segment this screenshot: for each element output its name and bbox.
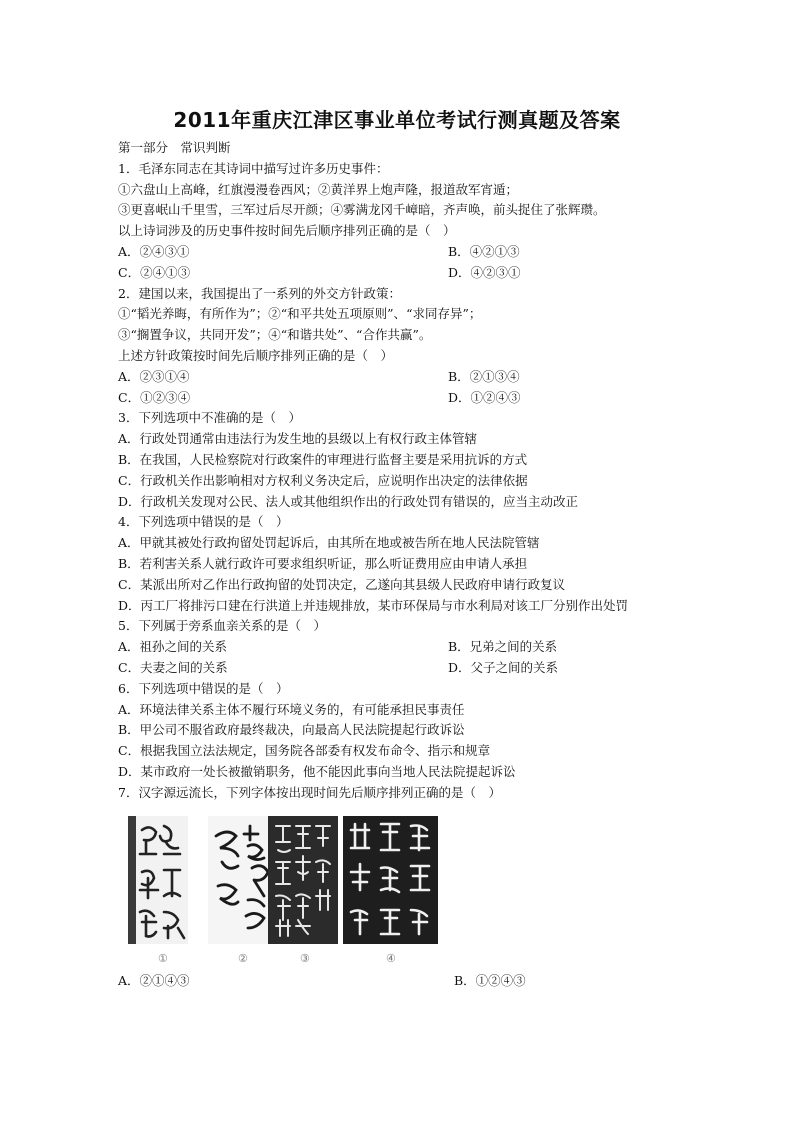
question-2-text: ①“韬光养晦，有所作为”；②“和平共处五项原则”、“求同存异”；	[118, 306, 482, 322]
option-a: A．②①④③	[118, 972, 190, 988]
calligraphy-figure	[118, 806, 688, 971]
regular-script-image	[343, 816, 438, 944]
option-b: B．④②①③	[448, 243, 520, 259]
question-2-text: ③“搁置争议，共同开发”；④“和谐共处”、“合作共赢”。	[118, 327, 432, 343]
figure-label-3: ③	[300, 951, 310, 965]
option-c: C．某派出所对乙作出行政拘留的处罚决定，乙遂向其县级人民政府申请行政复议	[118, 576, 566, 592]
question-2-stem: 2．建国以来，我国提出了一系列的外交方针政策：	[118, 285, 401, 301]
option-a: A．祖孙之间的关系	[118, 639, 228, 655]
question-1-text: ③更喜岷山千里雪，三军过后尽开颜；④雾满龙冈千嶂暗，齐声唤，前头捉住了张辉瓒。	[118, 202, 606, 218]
question-1-prompt: 以上诗词涉及的历史事件按时间先后顺序排列正确的是（ ）	[118, 223, 456, 239]
option-b: B．甲公司不服省政府最终裁决，向最高人民法院提起行政诉讼	[118, 722, 465, 738]
option-b: B．兄弟之间的关系	[448, 639, 558, 655]
page-title: 2011年重庆江津区事业单位考试行测真题及答案	[173, 108, 621, 132]
question-7-options	[118, 971, 688, 992]
question-2-options	[118, 388, 688, 409]
option-c: C．夫妻之间的关系	[118, 659, 228, 675]
document-body	[118, 138, 688, 991]
question-7-stem: 7．汉字源远流长，下列字体按出现时间先后顺序排列正确的是（ ）	[118, 784, 501, 800]
option-d: D．父子之间的关系	[448, 659, 559, 675]
option-a: A．行政处罚通常由违法行为发生地的县级以上有权行政主体管辖	[118, 431, 478, 447]
question-5-stem: 5．下列属于旁系血亲关系的是（ ）	[118, 618, 326, 634]
clerical-script-image	[268, 816, 338, 944]
option-d: D．行政机关发现对公民、法人或其他组织作出的行政处罚有错误的，应当主动改正	[118, 493, 579, 509]
question-2-options	[118, 367, 688, 388]
option-b: B．①②④③	[454, 972, 526, 988]
question-1-options	[118, 263, 688, 284]
option-b: B．②①③④	[448, 368, 520, 384]
question-5-options	[118, 658, 688, 679]
option-d: D．丙工厂将排污口建在行洪道上并违规排放，某市环保局与市水利局对该工厂分别作出处罚	[118, 597, 629, 613]
option-a: A．②③①④	[118, 368, 190, 384]
option-b: B．若利害关系人就行政许可要求组织听证，那么听证费用应由申请人承担	[118, 555, 528, 571]
option-d: D．①②④③	[448, 389, 521, 405]
option-a: A．②④③①	[118, 243, 190, 259]
question-3-stem: 3．下列选项中不准确的是（ ）	[118, 410, 301, 426]
question-1-text: ①六盘山上高峰，红旗漫漫卷西风；②黄洋界上炮声隆，报道敌军宵遁；	[118, 181, 519, 197]
question-2-prompt: 上述方针政策按时间先后顺序排列正确的是（ ）	[118, 347, 394, 363]
option-a: A．甲就其被处行政拘留处罚起诉后，由其所在地或被告所在地人民法院管辖	[118, 535, 540, 551]
section-heading: 第一部分 常识判断	[118, 140, 231, 155]
seal-script-image	[128, 816, 188, 944]
option-b: B．在我国，人民检察院对行政案件的审理进行监督主要是采用抗诉的方式	[118, 451, 528, 467]
figure-label-1: ①	[158, 951, 168, 965]
option-c: C．根据我国立法法规定，国务院各部委有权发布命令、指示和规章	[118, 743, 491, 759]
question-1-stem: 1．毛泽东同志在其诗词中描写过许多历史事件：	[118, 160, 389, 176]
question-1-options	[118, 242, 688, 263]
figure-label-2: ②	[238, 951, 248, 965]
option-c: C．行政机关作出影响相对方权利义务决定后，应说明作出决定的法律依据	[118, 472, 528, 488]
option-d: D．④②③①	[448, 264, 521, 280]
question-5-options	[118, 637, 688, 658]
option-d: D．某市政府一处长被撤销职务，他不能因此事向当地人民法院提起诉讼	[118, 763, 516, 779]
option-c: C．②④①③	[118, 264, 191, 280]
option-c: C．①②③④	[118, 389, 191, 405]
question-4-stem: 4．下列选项中错误的是（ ）	[118, 514, 289, 530]
question-6-stem: 6．下列选项中错误的是（ ）	[118, 680, 289, 696]
figure-label-4: ④	[386, 951, 396, 965]
option-a: A．环境法律关系主体不履行环境义务的，有可能承担民事责任	[118, 701, 465, 717]
